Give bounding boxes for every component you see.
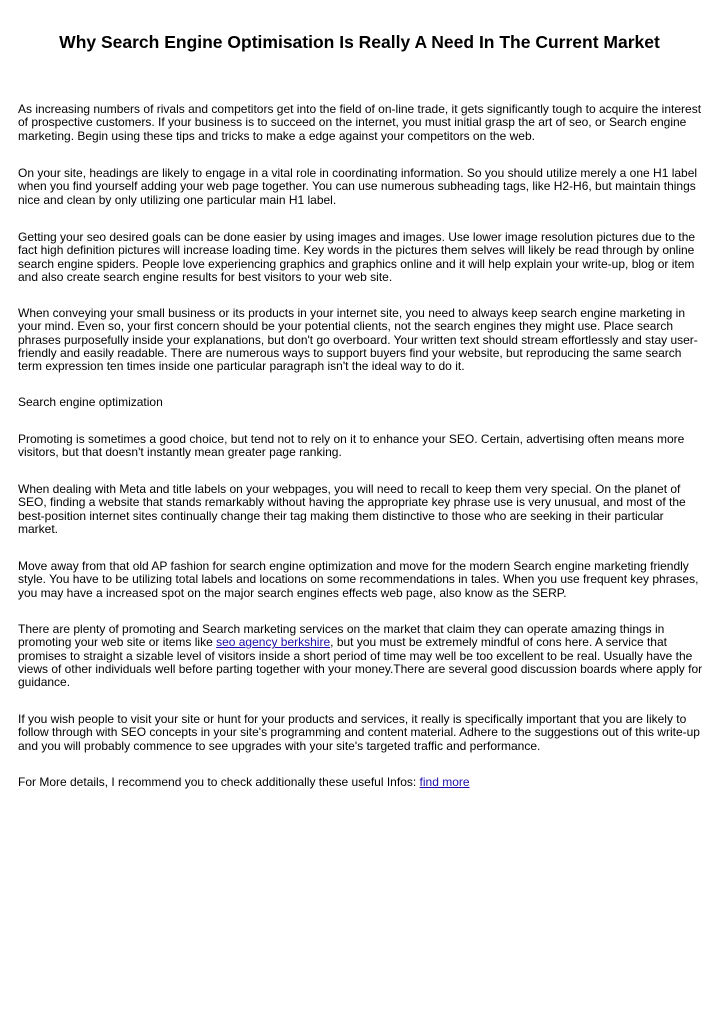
paragraph-business: When conveying your small business or its products in your internet site, you need to always keep search engine marketing in your mind. Even so, your first concern should be your potential clients, not the search engines they might use. Place search phrases purposefully inside your explanations, but don't go overboard. Your written text should stream effortlessly and stay user-friendly and easily readable. There are numerous ways to support buyers find your website, but reproducing the same search term expression ten times inside one particular paragraph isn't the ideal way to do it. <box>18 306 698 374</box>
paragraph-services-after: , but you must be extremely mindful of cons here. A service that promises to straight a sizable level of visitors inside a short period of time may well be too excellent to be real. Usually have the views of other individuals well before parting together with your money.There are several good discussion boards where apply for guidance. <box>18 635 703 690</box>
paragraph-intro: As increasing numbers of rivals and competitors get into the field of on-line trade, it gets significantly tough to acquire the interest of prospective customers. If your business is to succeed on the internet, you must initial grasp the art of seo, or Search engine marketing. Begin using these tips and tricks to make a edge against your competitors on the web. <box>18 102 702 143</box>
paragraph-promoting: Promoting is sometimes a good choice, but tend not to rely on it to enhance your SEO. Certain, advertising often means more visitors, but that doesn't instantly mean greater page ranking. <box>18 432 685 460</box>
paragraph-meta: When dealing with Meta and title labels on your webpages, you will need to recall to keep them very special. On the planet of SEO, finding a website that stands remarkably without having the appropriate key phrase use is very unusual, and most of the best-position internet sites continually change their tag making them distinctive to those who are seeking in their particular market. <box>18 482 686 536</box>
paragraph-services-before: There are plenty of promoting and Search marketing services on the market that claim they can operate amazing things in promoting your web site or items like <box>18 622 665 650</box>
closing-text: For More details, I recommend you to check additionally these useful Infos: <box>18 775 420 789</box>
paragraph-closing <box>18 776 703 789</box>
page-title: Why Search Engine Optimisation Is Really A Need In The Current Market <box>59 32 660 52</box>
paragraph-services <box>18 623 703 689</box>
paragraph-images: Getting your seo desired goals can be done easier by using images and images. Use lower image resolution pictures due to the fact high definition pictures will increase loading time. Key words in the pictures them selves will likely be read through by online search engine spiders. People love experiencing graphics and graphics online and it will help explain your write-up, blog or item and also create search engine results for best visitors to your web site. <box>18 230 696 284</box>
paragraph-ap-style: Move away from that old AP fashion for search engine optimization and move for the modern Search engine marketing friendly style. You have to be utilizing total labels and locations on some recommendations in tales. When you use frequent key phrases, you may have a increased spot on the major search engines effects web page, also know as the SERP. <box>18 559 699 600</box>
paragraph-traffic: If you wish people to visit your site or hunt for your products and services, it really is specifically important that you are likely to follow through with SEO concepts in your site's programming and content material. Adhere to the suggestions out of this write-up and you will probably commence to see upgrades with your site's targeted traffic and performance. <box>18 712 700 753</box>
find-more-link[interactable]: find more <box>419 775 470 789</box>
paragraph-heading-seo: Search engine optimization <box>18 395 163 409</box>
seo-agency-link[interactable]: seo agency berkshire <box>216 635 331 650</box>
paragraph-headings: On your site, headings are likely to engage in a vital role in coordinating information. So you should utilize merely a one H1 label when you find yourself adding your web page together. You can use numerous subheading tags, like H2-H6, but maintain things nice and clean by only utilizing one particular main H1 label. <box>18 166 698 207</box>
